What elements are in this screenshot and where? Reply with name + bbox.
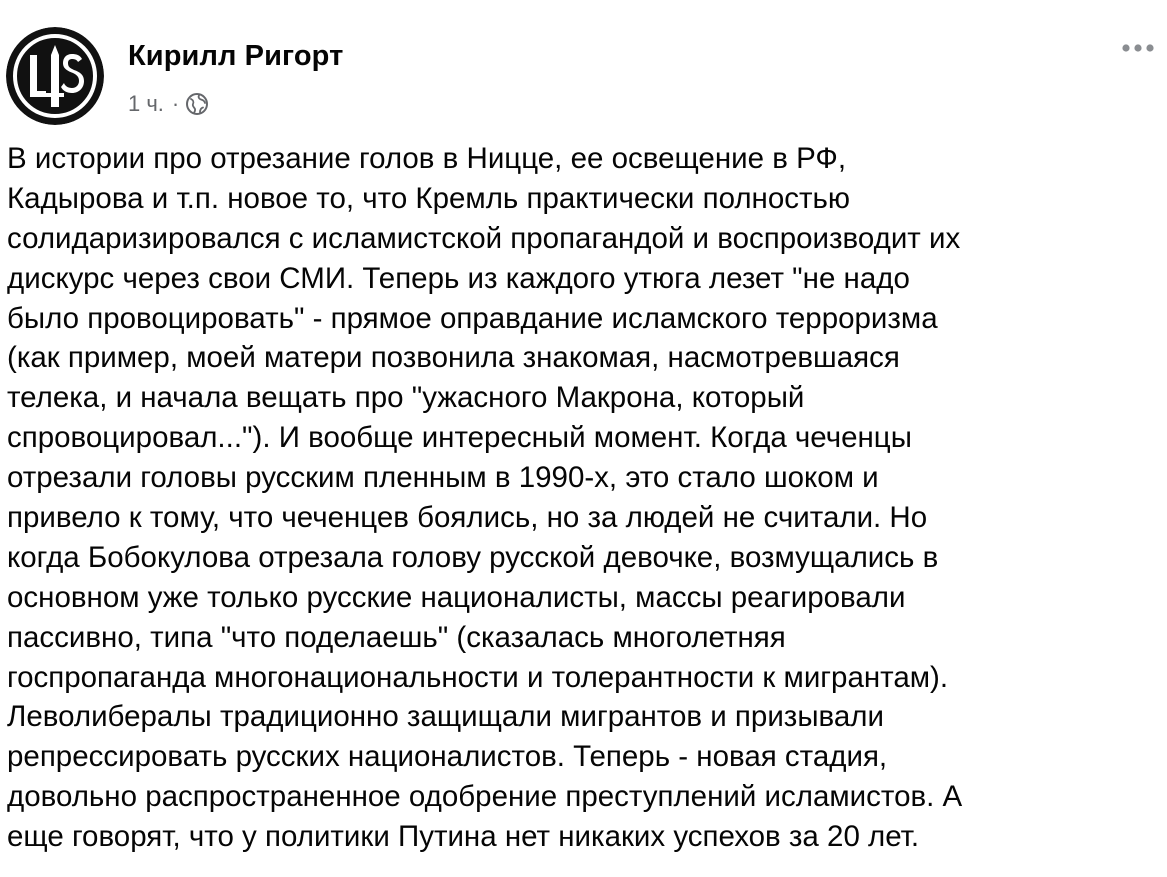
post-text-line: (как пример, моей матери позвонила знакомая, насмотревшаяся bbox=[7, 341, 900, 375]
post-text-line: отрезали головы русским пленным в 1990-х, это стало шоком и bbox=[7, 461, 879, 495]
post-text-line: Кадырова и т.п. новое то, что Кремль практически полностью bbox=[7, 181, 850, 215]
post-text-line: привело к тому, что чеченцев боялись, но за людей не считали. Но bbox=[7, 501, 928, 535]
post-text-line: солидаризировался с исламистской пропагандой и воспроизводит их bbox=[7, 221, 961, 255]
author-name[interactable]: Кирилл Ригорт bbox=[128, 40, 344, 72]
post-text-line: еще говорят, что у политики Путина нет никаких успехов за 20 лет. bbox=[7, 820, 920, 854]
author-avatar[interactable] bbox=[6, 27, 104, 125]
post-text-line: телека, и начала вещать про "ужасного Макрона, который bbox=[7, 381, 805, 415]
globe-icon[interactable] bbox=[185, 92, 209, 116]
post-text-line: было провоцировать" - прямое оправдание исламского терроризма bbox=[7, 301, 938, 335]
more-horizontal-icon bbox=[1121, 43, 1155, 53]
meta-separator: · bbox=[171, 91, 180, 116]
post-text-line: Леволибералы традиционно защищали мигрантов и призывали bbox=[7, 700, 884, 734]
post-text-line: спровоцировал..."). И вообще интересный момент. Когда чеченцы bbox=[7, 421, 912, 455]
post-text-line: пассивно, типа "что поделаешь" (сказалась многолетняя bbox=[7, 620, 786, 654]
post-text-line: дискурс через свои СМИ. Теперь из каждого утюга лезет "не надо bbox=[7, 261, 910, 295]
post-text-line: довольно распространенное одобрение преступлений исламистов. А bbox=[7, 780, 963, 814]
post-timestamp[interactable]: 1 ч. bbox=[128, 91, 164, 116]
ls-monogram-logo bbox=[6, 27, 104, 125]
post-text-line: репрессировать русских националистов. Теперь - новая стадия, bbox=[7, 740, 888, 774]
post-body-text bbox=[7, 139, 1162, 857]
post-text-line: госпропаганда многонациональности и толерантности к мигрантам). bbox=[7, 660, 949, 694]
post-text-line: когда Бобокулова отрезала голову русской девочке, возмущались в bbox=[7, 540, 939, 574]
post-text-line: В истории про отрезание голов в Ницце, ее освещение в РФ, bbox=[7, 142, 847, 175]
more-options-button[interactable] bbox=[1118, 36, 1158, 60]
post-text-line: основном уже только русские националисты, массы реагировали bbox=[7, 580, 906, 614]
post-meta bbox=[128, 89, 209, 119]
